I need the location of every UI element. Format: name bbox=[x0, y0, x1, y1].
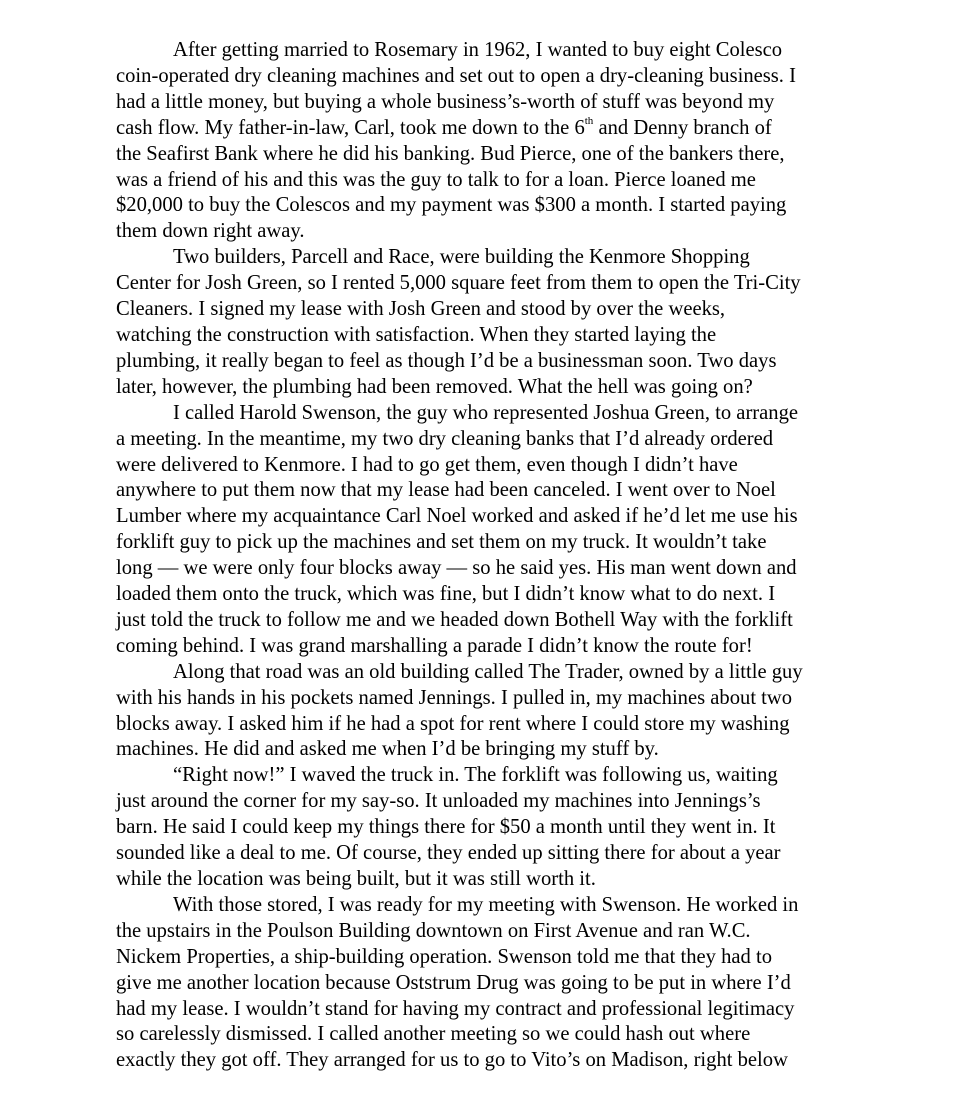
text-line: was a friend of his and this was the guy to talk to for a loan. Pierce loaned me bbox=[116, 168, 756, 191]
text-line: forklift guy to pick up the machines and set them on my truck. It wouldn’t take bbox=[116, 531, 767, 554]
text-line: anywhere to put them now that my lease had been canceled. I went over to Noel bbox=[116, 479, 776, 502]
text-line: coin-operated dry cleaning machines and set out to open a dry-cleaning business. I bbox=[116, 64, 796, 87]
text-line: With those stored, I was ready for my meeting with Swenson. He worked in bbox=[173, 893, 799, 916]
text-line: the upstairs in the Poulson Building downtown on First Avenue and ran W.C. bbox=[116, 919, 751, 942]
text-line: just told the truck to follow me and we headed down Bothell Way with the forklift bbox=[116, 608, 793, 631]
text-line: exactly they got off. They arranged for us to go to Vito’s on Madison, right below bbox=[116, 1049, 788, 1072]
text-line: watching the construction with satisfaction. When they started laying the bbox=[116, 323, 717, 346]
text-line: machines. He did and asked me when I’d be bringing my stuff by. bbox=[116, 738, 659, 761]
paragraph bbox=[116, 38, 876, 245]
text-line: “Right now!” I waved the truck in. The forklift was following us, waiting bbox=[173, 764, 778, 787]
text-line: blocks away. I asked him if he had a spot for rent where I could store my washing bbox=[116, 712, 790, 735]
paragraph bbox=[116, 893, 876, 1074]
text-line: Cleaners. I signed my lease with Josh Green and stood by over the weeks, bbox=[116, 298, 726, 321]
text-segment: cash flow. My father-in-law, Carl, took me down to the 6 bbox=[116, 116, 585, 139]
paragraph bbox=[116, 763, 876, 893]
text-line: while the location was being built, but it was still worth it. bbox=[116, 868, 596, 890]
text-line: the Seafirst Bank where he did his banking. Bud Pierce, one of the bankers there, bbox=[116, 142, 785, 165]
text-line: plumbing, it really began to feel as though I’d be a businessman soon. Two days bbox=[116, 349, 777, 372]
paragraph bbox=[116, 401, 876, 660]
text-line: them down right away. bbox=[116, 220, 305, 243]
text-line: coming behind. I was grand marshalling a parade I didn’t know the route for! bbox=[116, 634, 753, 657]
text-line: After getting married to Rosemary in 1962, I wanted to buy eight Colesco bbox=[173, 39, 783, 61]
paragraph bbox=[116, 660, 876, 764]
text-line: give me another location because Oststrum Drug was going to be put in where I’d bbox=[116, 971, 791, 994]
text-line bbox=[116, 116, 876, 142]
text-line: with his hands in his pockets named Jennings. I pulled in, my machines about two bbox=[116, 686, 793, 709]
text-line: Nickem Properties, a ship-building operation. Swenson told me that they had to bbox=[116, 945, 773, 968]
text-line: sounded like a deal to me. Of course, they ended up sitting there for about a year bbox=[116, 842, 781, 865]
text-line: long — we were only four blocks away — so he said yes. His man went down and bbox=[116, 557, 797, 580]
document-page bbox=[116, 38, 876, 1074]
text-line: just around the corner for my say-so. It unloaded my machines into Jennings’s bbox=[116, 790, 761, 813]
text-line: had my lease. I wouldn’t stand for having my contract and professional legitimacy bbox=[116, 997, 795, 1020]
text-line: so carelessly dismissed. I called another meeting so we could hash out where bbox=[116, 1023, 751, 1046]
ordinal-superscript: th bbox=[584, 114, 594, 127]
text-line: loaded them onto the truck, which was fine, but I didn’t know what to do next. I bbox=[116, 583, 776, 606]
text-line: were delivered to Kenmore. I had to go get them, even though I didn’t have bbox=[116, 453, 738, 476]
text-line: barn. He said I could keep my things there for $50 a month until they went in. It bbox=[116, 816, 776, 839]
text-line: $20,000 to buy the Colescos and my payment was $300 a month. I started paying bbox=[116, 194, 787, 217]
text-line: Lumber where my acquaintance Carl Noel worked and asked if he’d let me use his bbox=[116, 505, 798, 528]
text-line: later, however, the plumbing had been removed. What the hell was going on? bbox=[116, 375, 753, 398]
text-segment: and Denny branch of bbox=[593, 116, 772, 139]
text-line: Two builders, Parcell and Race, were building the Kenmore Shopping bbox=[173, 246, 750, 269]
text-line: had a little money, but buying a whole business’s-worth of stuff was beyond my bbox=[116, 90, 775, 113]
text-line: a meeting. In the meantime, my two dry cleaning banks that I’d already ordered bbox=[116, 427, 774, 450]
paragraph bbox=[116, 245, 876, 400]
text-line: I called Harold Swenson, the guy who represented Joshua Green, to arrange bbox=[173, 401, 799, 424]
text-line: Along that road was an old building called The Trader, owned by a little guy bbox=[173, 660, 803, 683]
text-line: Center for Josh Green, so I rented 5,000 square feet from them to open the Tri-City bbox=[116, 272, 801, 295]
